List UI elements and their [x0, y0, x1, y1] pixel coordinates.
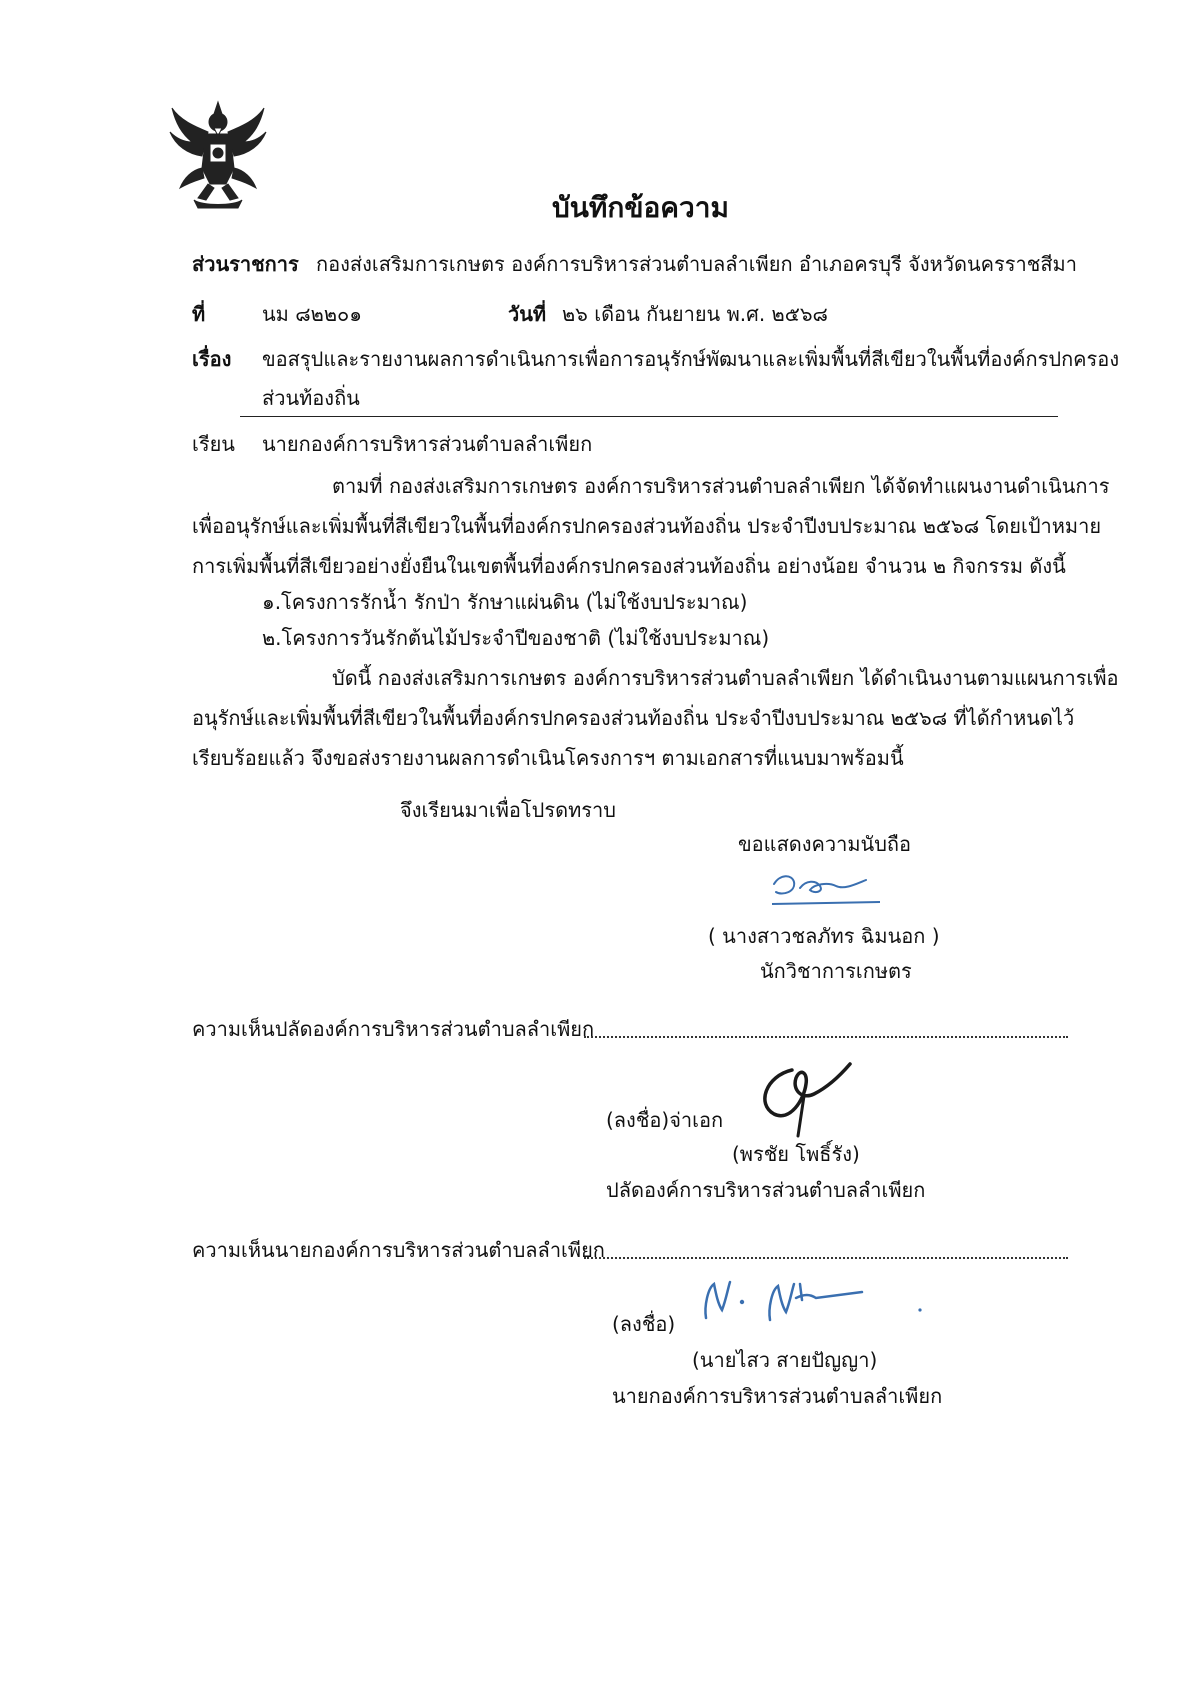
paragraph-1-line-2: เพื่ออนุรักษ์และเพิ่มพื้นที่สีเขียวในพื้นที่องค์กรปกครองส่วนท้องถิ่น ประจำปีงบประมาณ ๒๕๖๘ โดยเป้าหมาย [192, 514, 1102, 538]
date-label: วันที่ [508, 302, 547, 326]
opinion-1-dotted-line [584, 1036, 1068, 1038]
closing-text: จึงเรียนมาเพื่อโปรดทราบ [400, 798, 616, 822]
paragraph-1-line-3: การเพิ่มพื้นที่สีเขียวอย่างยั่งยืนในเขตพื้นที่องค์กรปกครองส่วนท้องถิ่น อย่างน้อย จำนวน ๒ กิจกรรม ดังนี้ [192, 554, 1066, 578]
signature-1 [770, 866, 900, 910]
subject-line-1: ขอสรุปและรายงานผลการดำเนินการเพื่อการอนุรักษ์พัฒนาและเพิ่มพื้นที่สีเขียวในพื้นที่องค์กรปกครอง [262, 347, 1120, 371]
ref-label: ที่ [192, 302, 206, 326]
ref-value: นม ๘๒๒๐๑ [262, 302, 362, 326]
signer-2-position: ปลัดองค์การบริหารส่วนตำบลลำเพียก [606, 1178, 926, 1202]
sign-3-prefix: (ลงชื่อ) [612, 1312, 676, 1336]
subject-line-2: ส่วนท้องถิ่น [262, 386, 360, 410]
document-title: บันทึกข้อความ [552, 191, 729, 224]
regards-text: ขอแสดงความนับถือ [738, 832, 912, 856]
agency-value: กองส่งเสริมการเกษตร องค์การบริหารส่วนตำบลลำเพียก อำเภอครบุรี จังหวัดนครราชสีมา [316, 252, 1077, 276]
paragraph-1-line-1: ตามที่ กองส่งเสริมการเกษตร องค์การบริหารส่วนตำบลลำเพียก ได้จัดทำแผนงานดำเนินการ [332, 474, 1110, 498]
opinion-2-dotted-line [584, 1257, 1068, 1259]
garuda-emblem-icon [168, 98, 268, 212]
signature-3 [684, 1270, 924, 1330]
signer-1-name: ( นางสาวชลภัทร ฉิมนอก ) [708, 924, 940, 948]
list-item-1: ๑.โครงการรักน้ำ รักป่า รักษาแผ่นดิน (ไม่ใช้งบประมาณ) [262, 590, 748, 614]
date-value: ๒๖ เดือน กันยายน พ.ศ. ๒๕๖๘ [562, 302, 828, 326]
signer-2-name: (พรชัย โพธิ์รัง) [732, 1142, 860, 1166]
opinion-2-label: ความเห็นนายกองค์การบริหารส่วนตำบลลำเพียก [192, 1238, 605, 1262]
subject-label: เรื่อง [192, 347, 232, 371]
to-label: เรียน [192, 432, 235, 456]
signer-3-name: (นายไสว สายปัญญา) [692, 1348, 878, 1372]
list-item-2: ๒.โครงการวันรักต้นไม้ประจำปีของชาติ (ไม่ใช้งบประมาณ) [262, 626, 770, 650]
signer-3-position: นายกองค์การบริหารส่วนตำบลลำเพียก [612, 1384, 943, 1408]
to-value: นายกองค์การบริหารส่วนตำบลลำเพียก [262, 432, 593, 456]
paragraph-2-line-2: อนุรักษ์และเพิ่มพื้นที่สีเขียวในพื้นที่องค์กรปกครองส่วนท้องถิ่น ประจำปีงบประมาณ ๒๕๖๘ ที่ได้กำหนดไว้ [192, 706, 1075, 730]
signature-2 [752, 1056, 862, 1140]
header-divider [240, 416, 1058, 417]
paragraph-2-line-3: เรียบร้อยแล้ว จึงขอส่งรายงานผลการดำเนินโครงการฯ ตามเอกสารที่แนบมาพร้อมนี้ [192, 746, 904, 770]
opinion-1-label: ความเห็นปลัดองค์การบริหารส่วนตำบลลำเพียก [192, 1017, 595, 1041]
paragraph-2-line-1: บัดนี้ กองส่งเสริมการเกษตร องค์การบริหารส่วนตำบลลำเพียก ได้ดำเนินงานตามแผนการเพื่อ [332, 666, 1119, 690]
agency-label: ส่วนราชการ [192, 252, 299, 276]
sign-2-prefix: (ลงชื่อ)จ่าเอก [606, 1108, 724, 1132]
signer-1-position: นักวิชาการเกษตร [760, 959, 912, 983]
